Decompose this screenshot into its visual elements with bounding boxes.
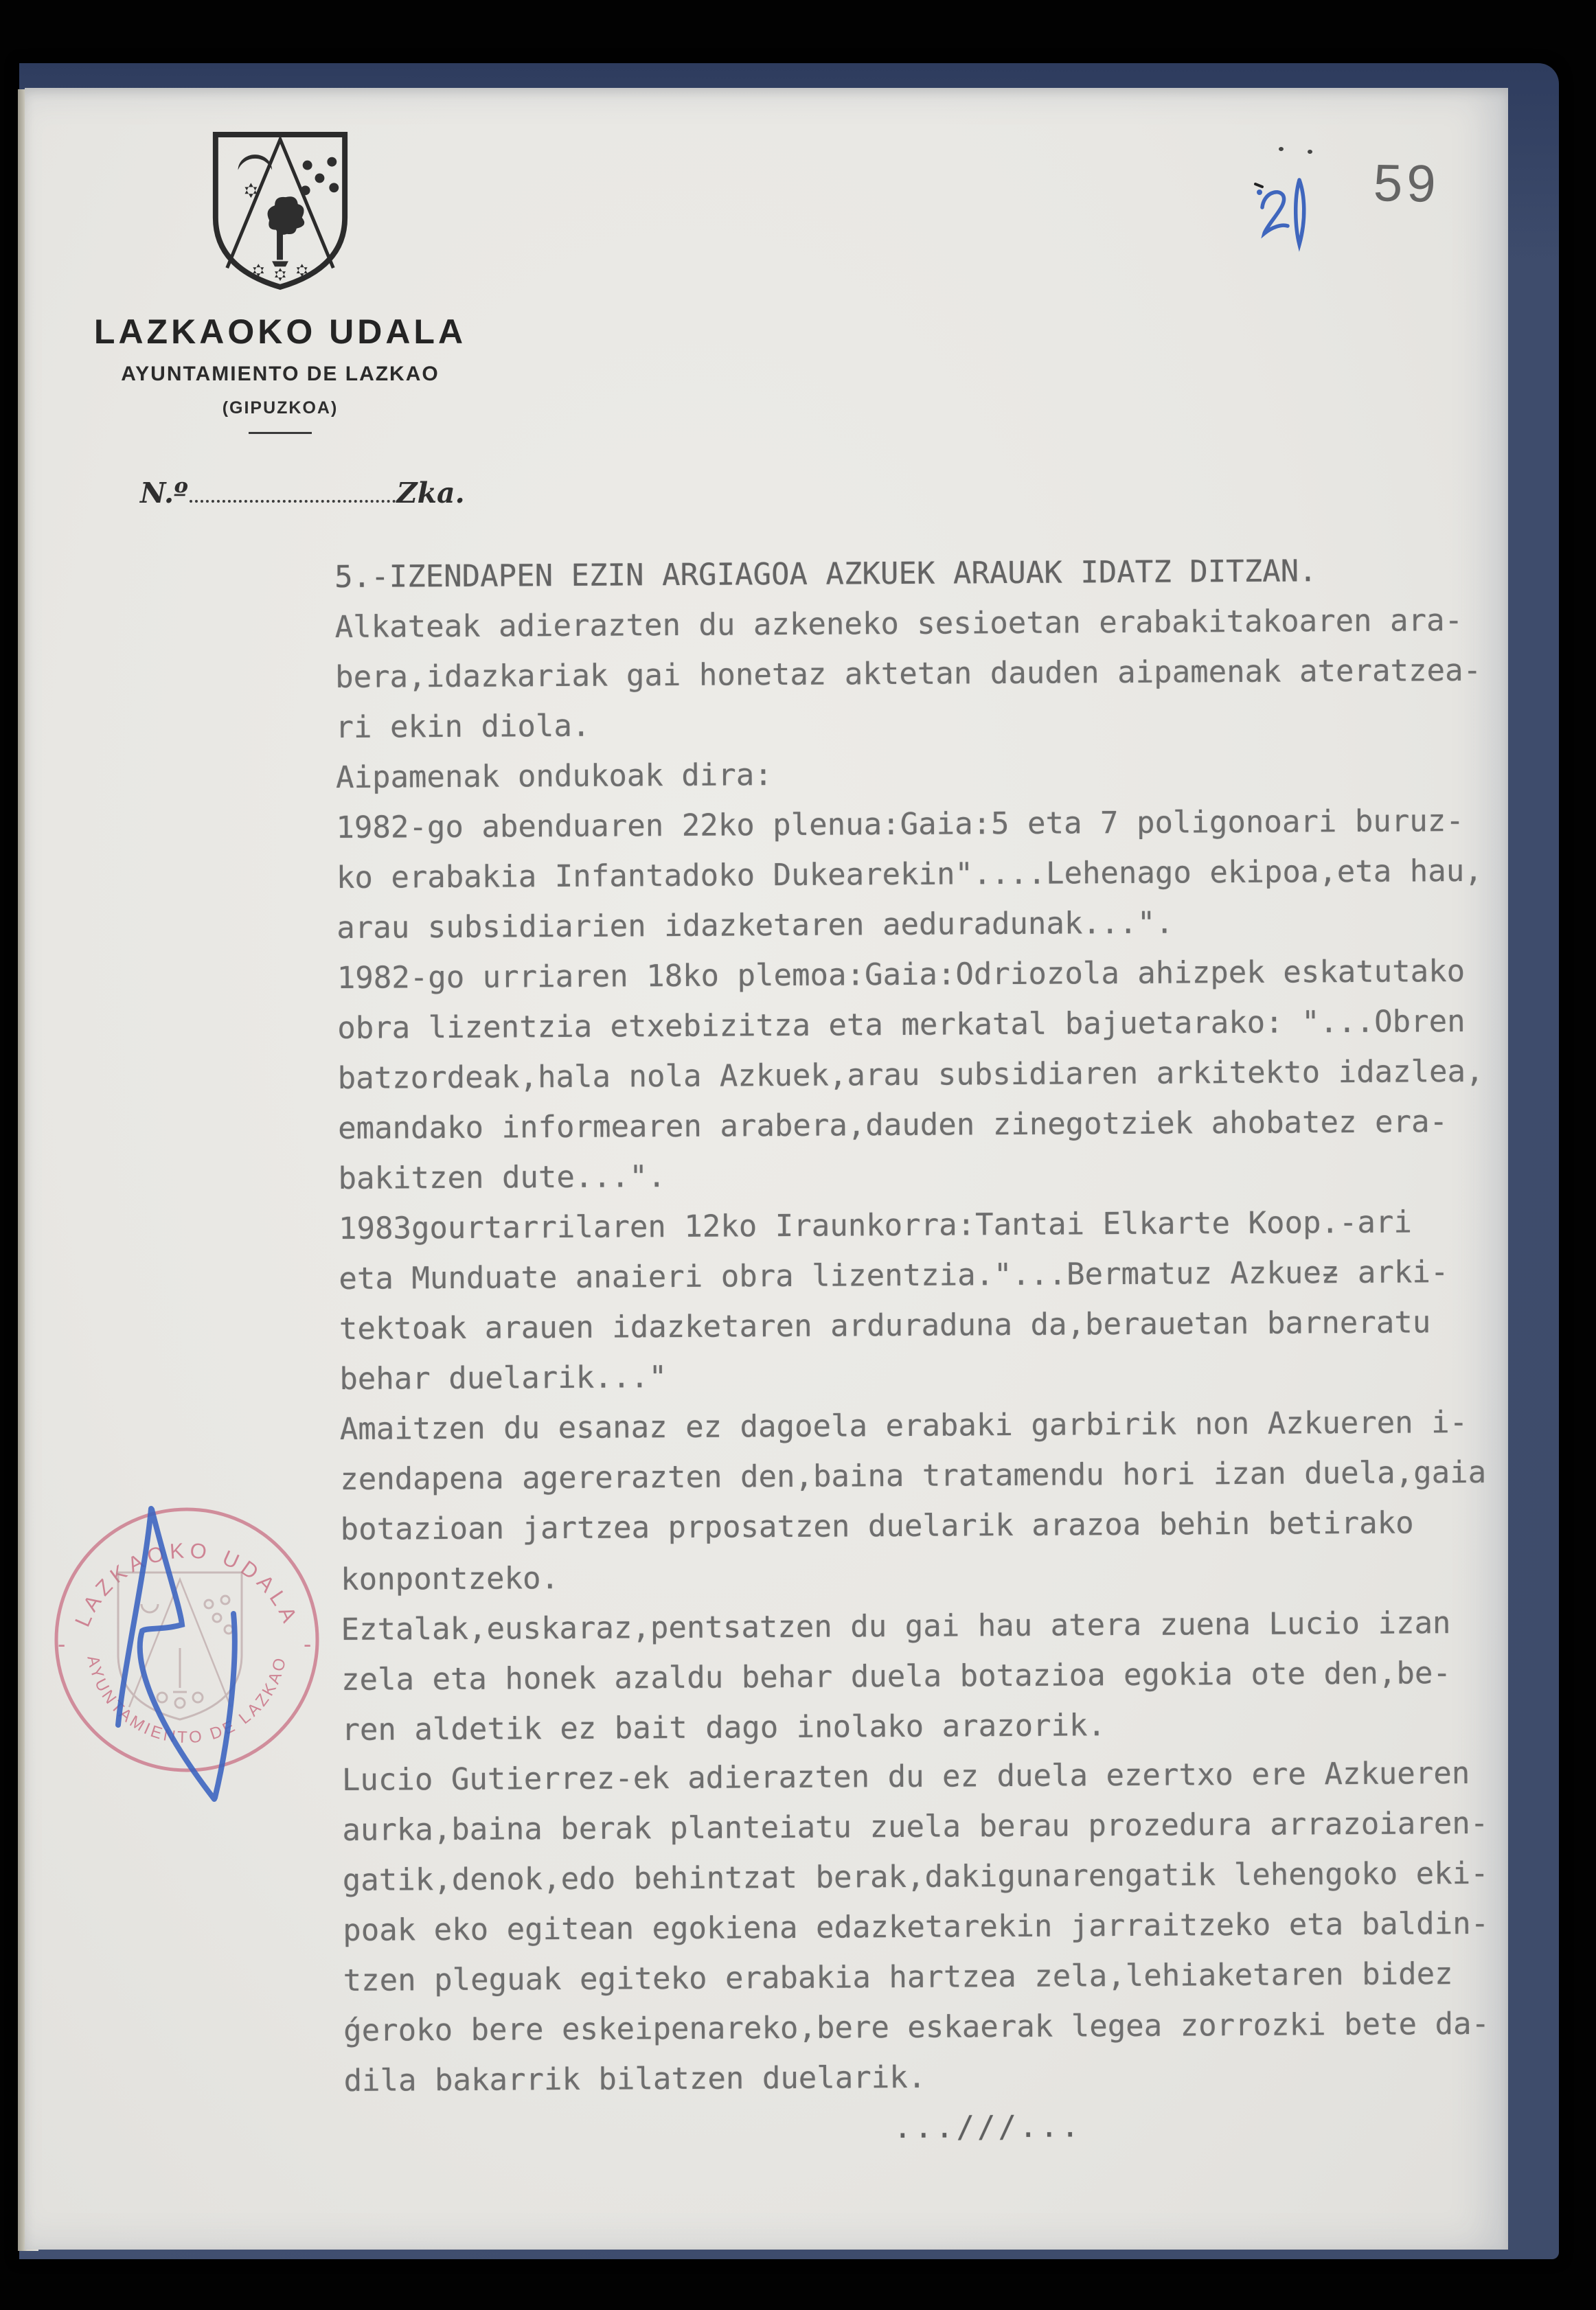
acorns: [301, 157, 339, 195]
typewritten-line: arau subsidiarien idazketaren aeduradunak...".: [337, 905, 1174, 946]
section-heading: 5.-IZENDAPEN EZIN ARGIAGOA AZKUEK ARAUAK IDATZ DITZAN.: [334, 553, 1317, 595]
letterhead-province: (GIPUZKOA): [222, 398, 339, 418]
typewritten-line: 1982-go abenduaren 22ko plenua:Gaia:5 eta 7 poligonoari buruz-: [336, 803, 1464, 845]
typewritten-line: Eztalak,euskaraz,pentsatzen du gai hau atera zuena Lucio izan: [341, 1605, 1451, 1647]
typewritten-line: Alkateak adierazten du azkeneko sesioetan erabakitakoaren ara-: [334, 602, 1463, 645]
typewritten-line: eta Munduate anaieri obra lizentzia."...Bermatuz Azkueƶ arki-: [339, 1255, 1449, 1296]
typewritten-line: emandako informearen arabera,dauden zinegotziek ahobatez era-: [337, 1104, 1448, 1146]
typewritten-line: tektoak arauen idazketaren arduraduna da,berauetan barneratu: [339, 1305, 1431, 1347]
document-number-row: [140, 477, 465, 510]
page-number-stamp: 59: [1373, 154, 1441, 214]
stamp-left-dash: -: [58, 1632, 66, 1658]
typewritten-lines: [334, 595, 1552, 2106]
round-stamp-icon: [52, 1489, 341, 1914]
stamp-top-text: LAZKAOKO UDALA: [70, 1538, 304, 1631]
coat-of-arms-icon: [205, 128, 355, 294]
typewritten-line: aurka,baina berak planteiatu zuela berau prozedura arrazoiaren-: [342, 1805, 1489, 1848]
stamp-right-dash: -: [304, 1632, 312, 1658]
typewritten-line: ren aldetik ez bait dago inolako arazorik.: [341, 1708, 1106, 1748]
typewritten-body: [334, 545, 1553, 2156]
svg-text:LAZKAOKO UDALA: [70, 1538, 304, 1630]
dotted-leader: [190, 479, 396, 503]
typewritten-line: bakitzen dute...".: [338, 1159, 666, 1196]
dust-speck: [1279, 147, 1284, 151]
letterhead-divider: [249, 432, 312, 434]
stamp-and-signature: [52, 1489, 341, 1914]
typewritten-line: dila bakarrik bilatzen duelarik.: [343, 2059, 926, 2099]
typewritten-line: zela eta honek azaldu behar duela botazioa egokia ote den,be-: [341, 1656, 1452, 1697]
typewritten-line: gatik,denok,edo behintzat berak,dakigunarengatik lehengoko eki-: [342, 1855, 1489, 1898]
typewritten-line: konpontzeko.: [340, 1561, 560, 1597]
handwritten-number: [1246, 169, 1335, 265]
typewritten-line: ri ekin diola.: [335, 708, 591, 745]
typewritten-line: Amaitzen du esanaz ez dagoela erabaki garbirik non Azkueren i-: [339, 1404, 1468, 1447]
letterhead: [40, 128, 521, 434]
typewritten-line: poak eko egitean egokiena edazketarekin jarraitzeko eta baldin-: [343, 1906, 1490, 1948]
typewritten-line: ǵeroko bere eskeipenareko,bere eskaerak legea zorrozki bete da-: [343, 2006, 1490, 2048]
typewritten-line: tzen pleguak egiteko erabakia hartzea zela,lehiaketaren bidez: [343, 1956, 1453, 1998]
typewritten-line: behar duelarik...": [339, 1360, 668, 1397]
typewritten-line: Lucio Gutierrez-ek adierazten du ez duela ezertxo ere Azkueren: [341, 1755, 1470, 1798]
dust-speck: [1308, 150, 1312, 154]
typewritten-line: batzordeak,hala nola Azkuek,arau subsidiaren arkitekto idazlea,: [337, 1053, 1484, 1096]
typewritten-line: 1983gourtarrilaren 12ko Iraunkorra:Tantai Elkarte Koop.-ari: [338, 1204, 1413, 1246]
letterhead-subtitle: AYUNTAMIENTO DE LAZKAO: [121, 363, 440, 385]
typewritten-line: bera,idazkariak gai honetaz aktetan dauden aipamenak ateratzea-: [334, 652, 1482, 695]
letterhead-municipality: LAZKAOKO UDALA: [93, 312, 467, 351]
typewritten-line: 1982-go urriaren 18ko plemoa:Gaia:Odriozola ahizpek eskatutako: [337, 953, 1466, 996]
svg-text:AYUNTAMIENTO DE LAZKAO: [83, 1654, 290, 1747]
typewritten-line: botazioan jartzea prposatzen duelarik arazoa behin betirako: [340, 1505, 1414, 1547]
typewritten-line: obra lizentzia etxebizitza eta merkatal bajuetarako: "...Obren: [337, 1003, 1466, 1046]
end-of-text-mark: ...///...: [893, 2109, 1082, 2146]
number-suffix-label: Zka.: [396, 477, 465, 510]
typewritten-line: Aipamenak ondukoak dira:: [335, 757, 773, 795]
typewritten-line: zendapena agererazten den,baina tratamendu hori izan duela,gaia: [340, 1454, 1487, 1497]
typewritten-line: ko erabakia Infantadoko Dukearekin"....Lehenago ekipoa,eta hau,: [336, 853, 1483, 895]
document-page: [25, 88, 1508, 2250]
stamp-bottom-text: AYUNTAMIENTO DE LAZKAO: [83, 1654, 290, 1748]
number-prefix-label: N.º: [140, 477, 188, 510]
